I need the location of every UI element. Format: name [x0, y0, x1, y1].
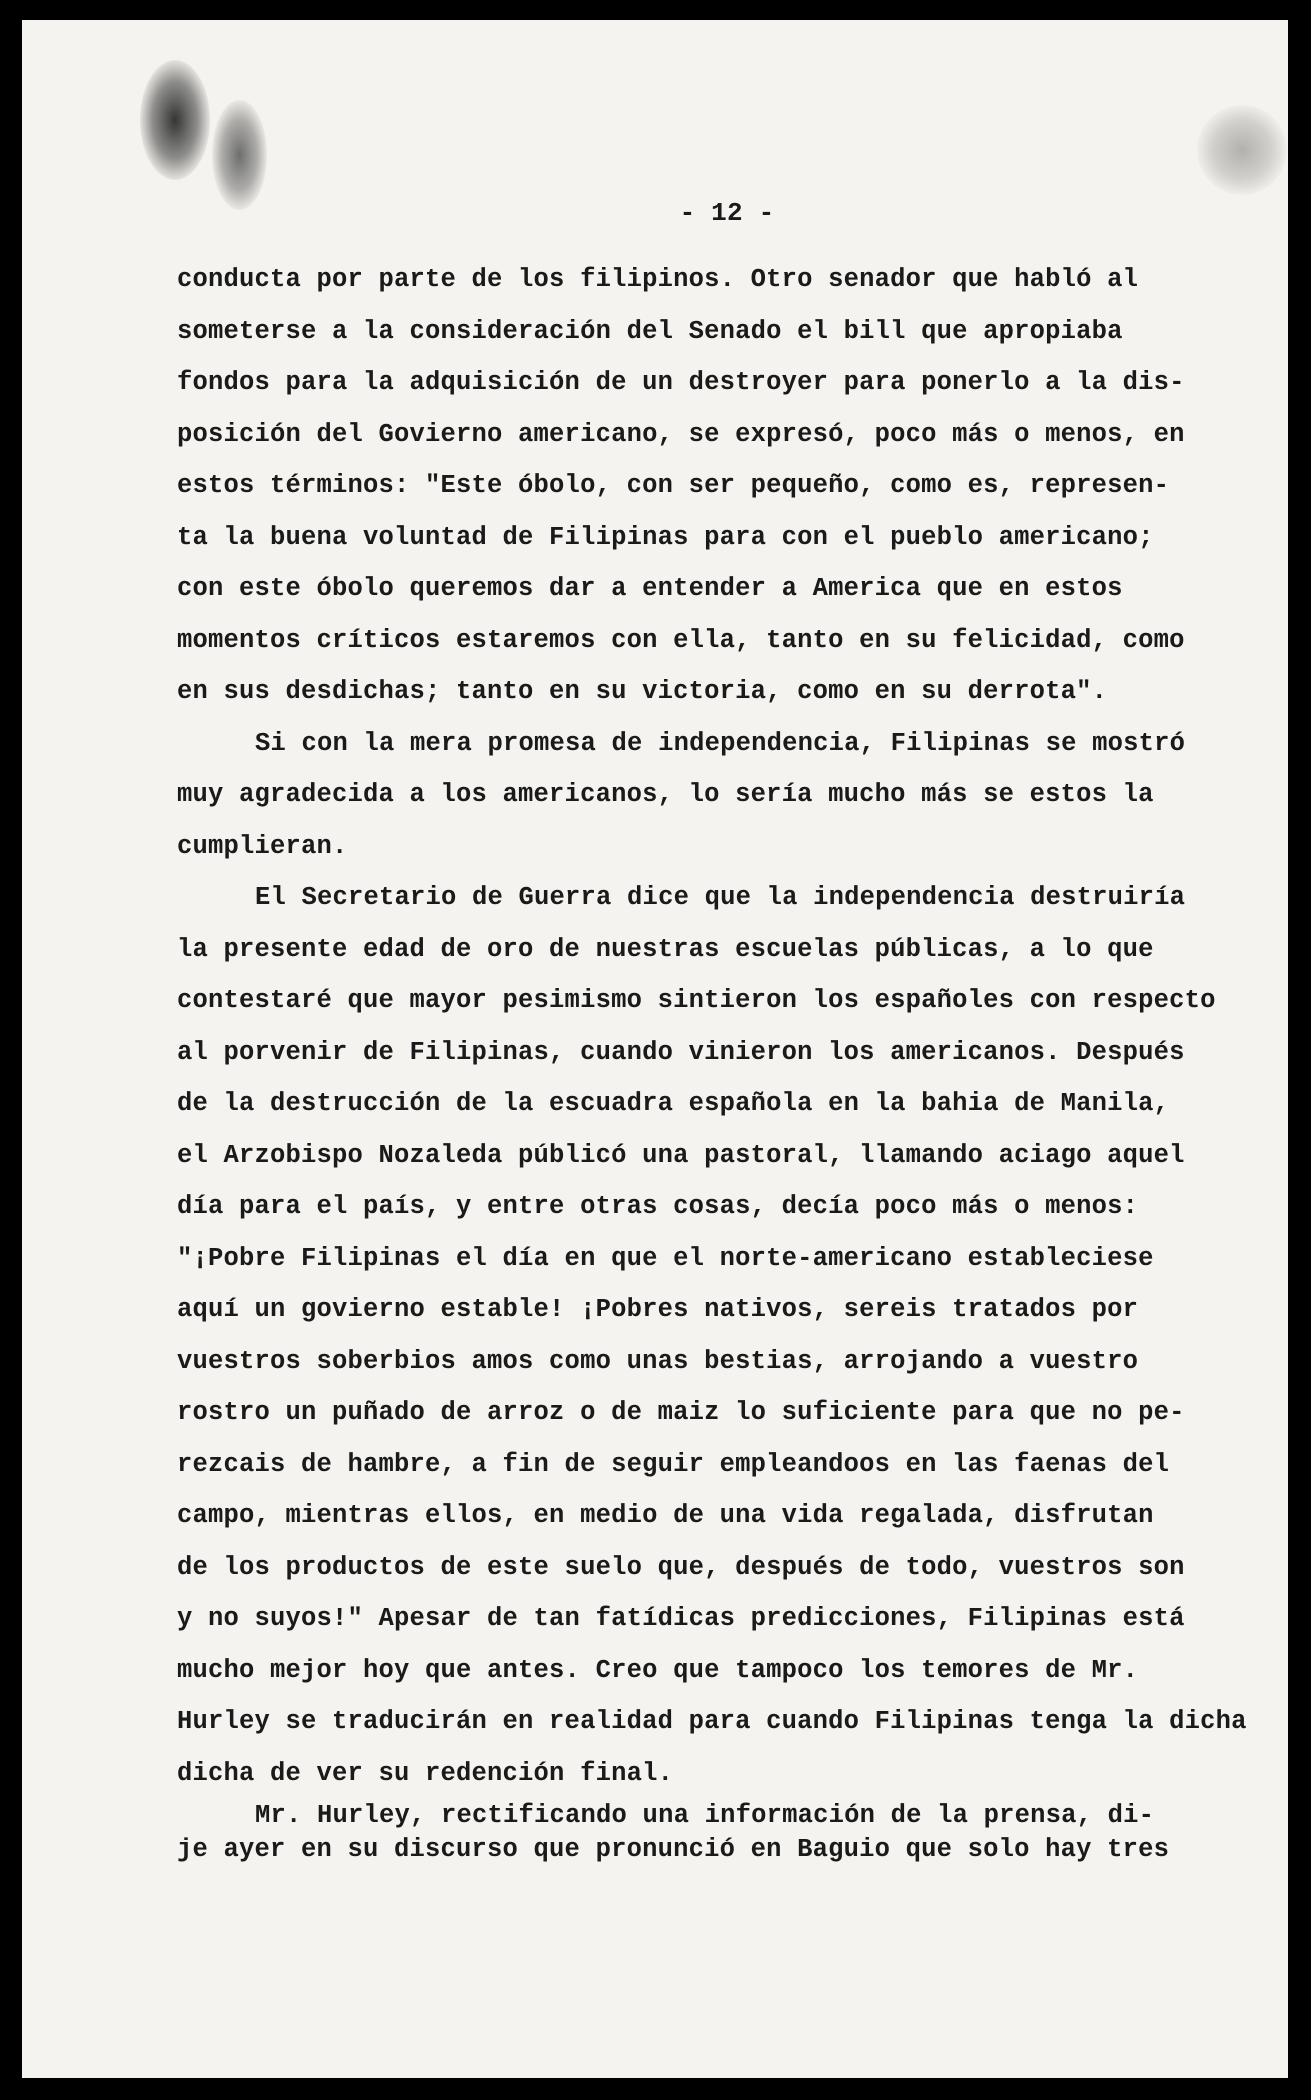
- page-number: - 12 -: [679, 198, 775, 228]
- text-line: día para el país, y entre otras cosas, decía poco más o menos:: [177, 1192, 1139, 1221]
- text-line: el Arzobispo Nozaleda públicó una pastoral, llamando aciago aquel: [177, 1140, 1185, 1170]
- text-line: Si con la mera promesa de independencia, Filipinas se mostró: [255, 728, 1186, 758]
- text-line: aquí un govierno estable! ¡Pobres nativos, sereis tratados por: [177, 1295, 1139, 1324]
- typed-text-block: [177, 198, 1247, 1867]
- text-line: momentos críticos estaremos con ella, tanto en su felicidad, como: [177, 625, 1185, 655]
- text-line: "¡Pobre Filipinas el día en que el norte-americano estableciese: [177, 1243, 1154, 1273]
- text-line: con este óbolo queremos dar a entender a America que en estos: [177, 574, 1123, 603]
- text-line: mucho mejor hoy que antes. Creo que tampoco los temores de Mr.: [177, 1655, 1139, 1685]
- text-line: dicha de ver su redención final.: [177, 1758, 674, 1788]
- document-page: [22, 20, 1288, 2078]
- text-line: ta la buena voluntad de Filipinas para con el pueblo americano;: [177, 522, 1154, 552]
- text-line: posición del Govierno americano, se expresó, poco más o menos, en: [177, 419, 1185, 449]
- text-line: El Secretario de Guerra dice que la independencia destruiría: [255, 883, 1186, 912]
- text-line: y no suyos!" Apesar de tan fatídicas predicciones, Filipinas está: [177, 1604, 1185, 1633]
- text-line: Hurley se traducirán en realidad para cuando Filipinas tenga la dicha: [177, 1707, 1247, 1736]
- ink-smudge: [212, 100, 267, 210]
- text-line: vuestros soberbios amos como unas bestias, arrojando a vuestro: [177, 1346, 1139, 1376]
- text-line: conducta por parte de los filipinos. Otro senador que habló al: [177, 265, 1139, 294]
- text-line: someterse a la consideración del Senado el bill que apropiaba: [177, 316, 1123, 346]
- text-line: fondos para la adquisición de un destroyer para ponerlo a la dis-: [177, 368, 1185, 397]
- text-line: la presente edad de oro de nuestras escuelas públicas, a lo que: [177, 934, 1154, 964]
- text-line: Mr. Hurley, rectificando una información de la prensa, di-: [255, 1801, 1155, 1830]
- text-line: de la destrucción de la escuadra española en la bahia de Manila,: [177, 1089, 1170, 1118]
- text-line: campo, mientras ellos, en medio de una vida regalada, disfrutan: [177, 1501, 1154, 1530]
- text-line: de los productos de este suelo que, después de todo, vuestros son: [177, 1552, 1185, 1582]
- text-line: contestaré que mayor pesimismo sintieron los españoles con respecto: [177, 986, 1216, 1015]
- text-lines: [177, 254, 1247, 1867]
- ink-smudge: [1197, 105, 1287, 195]
- text-line: estos términos: "Este óbolo, con ser pequeño, como es, represen-: [177, 471, 1170, 500]
- text-line: en sus desdichas; tanto en su victoria, como en su derrota".: [177, 677, 1108, 706]
- text-line: muy agradecida a los americanos, lo sería mucho más se estos la: [177, 780, 1154, 809]
- text-line: je ayer en su discurso que pronunció en Baguio que solo hay tres: [177, 1835, 1170, 1864]
- text-line: rostro un puñado de arroz o de maiz lo suficiente para que no pe-: [177, 1398, 1185, 1427]
- text-line: rezcais de hambre, a fin de seguir empleandoos en las faenas del: [177, 1449, 1170, 1479]
- ink-smudge: [140, 60, 210, 180]
- text-line: al porvenir de Filipinas, cuando vinieron los americanos. Después: [177, 1037, 1185, 1067]
- text-line: cumplieran.: [177, 831, 348, 861]
